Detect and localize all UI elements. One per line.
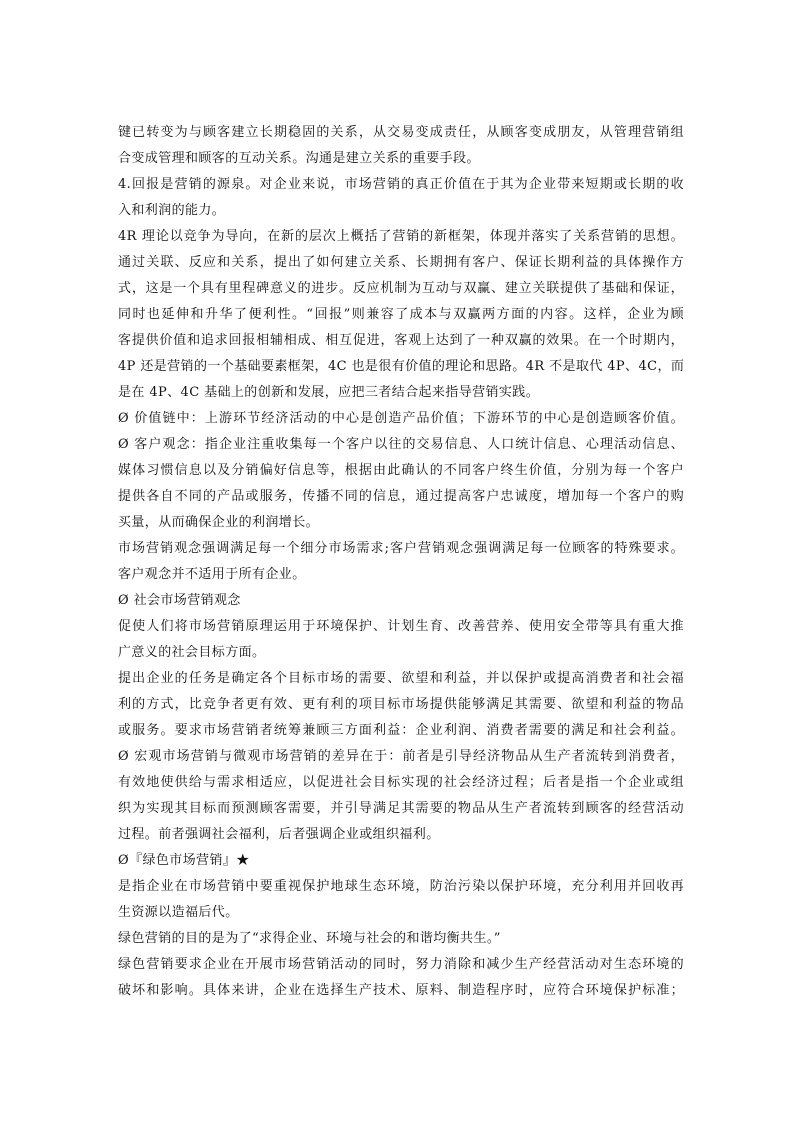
text-line: 合变成管理和顾客的互动关系。沟通是建立关系的重要手段。: [118, 151, 480, 166]
text-line: 是指企业在市场营销中要重视保护地球生态环境，防治污染以保护环境，充分利用并回收再: [118, 879, 684, 894]
text-line: 提出企业的任务是确定各个目标市场的需要、欲望和利益，并以保护或提高消费者和社会福: [118, 671, 684, 686]
text-line: 4.回报是营销的源泉。对企业来说，市场营销的真正价值在于其为企业带来短期或长期的收: [118, 177, 684, 192]
text-line: 是在 4P、4C 基础上的创新和发展，应把三者结合起来指导营销实践。: [118, 385, 540, 400]
text-line: 4P 还是营销的一个基础要素框架，4C 也是很有价值的理论和思路。4R 不是取代 4P、4C，而: [118, 359, 684, 374]
text-line: 市场营销观念强调满足每一个细分市场需求;客户营销观念强调满足每一位顾客的特殊要求。: [118, 541, 684, 556]
text-line: 破坏和影响。具体来讲，企业在选择生产技术、原料、制造程序时，应符合环境保护标准；: [118, 983, 684, 998]
text-line: 过程。前者强调社会福利，后者强调企业或组织福利。: [118, 827, 440, 842]
text-line: 绿色营销要求企业在开展市场营销活动的同时，努力消除和减少生产经营活动对生态环境的: [118, 957, 684, 972]
text-line: 促使人们将市场营销原理运用于环境保护、计划生育、改善营养、使用安全带等具有重大推: [118, 619, 684, 634]
text-line: 生资源以造福后代。: [118, 905, 239, 920]
text-line: 4R 理论以竞争为导向，在新的层次上概括了营销的新框架，体现并落实了关系营销的思想。: [118, 229, 684, 244]
text-line: Ø 价值链中：上游环节经济活动的中心是创造产品价值；下游环节的中心是创造顾客价值。: [118, 411, 684, 426]
text-line: 媒体习惯信息以及分销偏好信息等，根据由此确认的不同客户终生价值，分别为每一个客户: [118, 463, 684, 478]
text-line: 入和利润的能力。: [118, 203, 226, 218]
text-line: Ø『绿色市场营销』★: [118, 853, 250, 868]
text-line: 键已转变为与顾客建立长期稳固的关系，从交易变成责任，从顾客变成朋友，从管理营销组: [118, 125, 684, 140]
text-line: 通过关联、反应和关系，提出了如何建立关系、长期拥有客户、保证长期利益的具体操作方: [118, 255, 684, 270]
text-line: Ø 社会市场营销观念: [118, 593, 241, 608]
text-line: Ø 客户观念：指企业注重收集每一个客户以往的交易信息、人口统计信息、心理活动信息、: [118, 437, 684, 452]
text-line: 式，这是一个具有里程碑意义的进步。反应机制为互动与双赢、建立关联提供了基础和保证，: [118, 281, 684, 296]
text-line: 客提供价值和追求回报相辅相成、相互促进，客观上达到了一种双赢的效果。在一个时期内，: [118, 333, 684, 348]
text-line: 提供各自不同的产品或服务，传播不同的信息，通过提高客户忠诚度，增加每一个客户的购: [118, 489, 684, 504]
text-line: 买量，从而确保企业的利润增长。: [118, 515, 320, 530]
text-line: 客户观念并不适用于所有企业。: [118, 567, 306, 582]
document-body: [118, 120, 684, 1004]
text-line: 织为实现其目标而预测顾客需要，并引导满足其需要的物品从生产者流转到顾客的经营活动: [118, 801, 684, 816]
text-line: Ø 宏观市场营销与微观市场营销的差异在于：前者是引导经济物品从生产者流转到消费者，: [118, 749, 684, 764]
text-line: 有效地使供给与需求相适应，以促进社会目标实现的社会经济过程；后者是指一个企业或组: [118, 775, 684, 790]
text-line: 利的方式，比竞争者更有效、更有利的项目标市场提供能够满足其需要、欲望和利益的物品: [118, 697, 684, 712]
text-line: 绿色营销的目的是为了“求得企业、环境与社会的和谐均衡共生。”: [118, 931, 501, 946]
text-line: 广意义的社会目标方面。: [118, 645, 266, 660]
text-line: 或服务。要求市场营销者统筹兼顾三方面利益：企业利润、消费者需要的满足和社会利益。: [118, 723, 684, 738]
text-line: 同时也延伸和升华了便利性。“回报”则兼容了成本与双赢两方面的内容。这样，企业为顾: [118, 307, 684, 322]
